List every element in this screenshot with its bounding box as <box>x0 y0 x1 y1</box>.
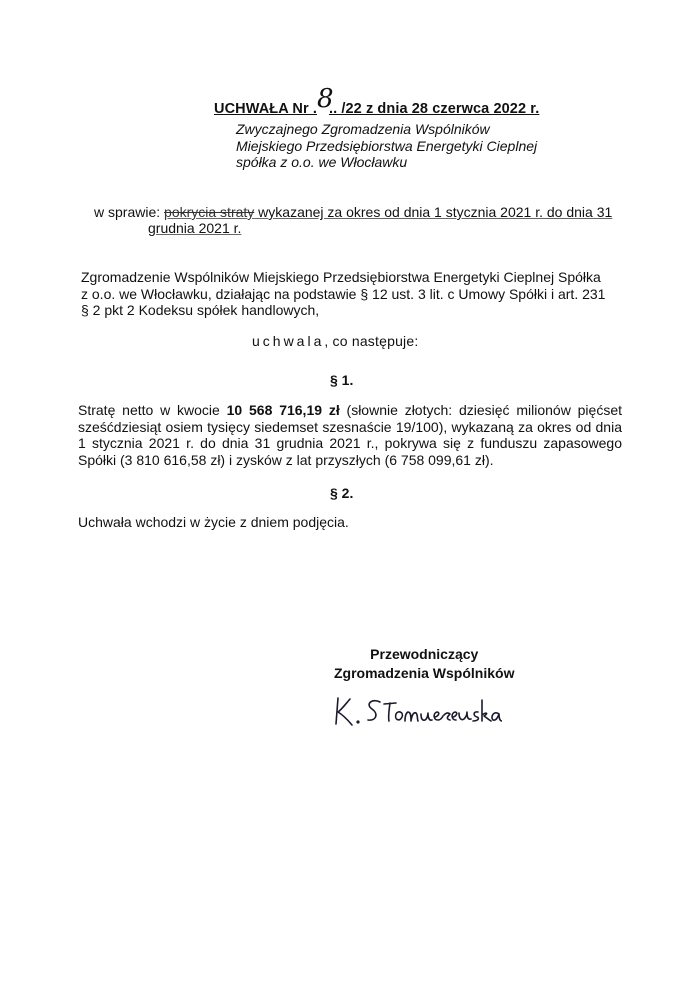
resolves-spaced: uchwala <box>252 333 325 349</box>
chairperson-role: Przewodniczący <box>370 646 479 662</box>
section-1-text <box>78 402 622 468</box>
section-1-text-after: (słownie złotych: dziesięć milionów pięćset sześćdziesiąt osiem tysięcy siedemset szesnaście 19/100), wykazaną za okres od dnia 1 stycznia 2021 r. do dnia 31 grudnia 2021 r., pokrywa się z funduszu zapasowego Spółki (3 810 616,58 zł) i zysków z lat przyszłych (6 758 099,61 zł). <box>78 402 622 468</box>
chairperson-title <box>334 645 514 683</box>
intro-line: § 2 pkt 2 Kodeksu spółek handlowych, <box>81 302 320 318</box>
intro-line: Zgromadzenie Wspólników Miejskiego Przedsiębiorstwa Energetyki Cieplnej Spółka <box>81 269 601 285</box>
subject-underlined-text: wykazanej za okres od dnia 1 stycznia 2021 r. do dnia 31 <box>254 204 613 220</box>
title-prefix: UCHWAŁA Nr . <box>214 101 317 117</box>
section-2-text: Uchwała wchodzi w życie z dniem podjęcia. <box>78 514 349 530</box>
section-1-heading: § 1. <box>330 372 354 388</box>
resolves-phrase <box>252 333 418 349</box>
subject-line <box>94 204 612 220</box>
section-1-text-before: Stratę netto w kwocie <box>78 402 227 418</box>
subject-prefix: w sprawie: <box>94 204 165 220</box>
subject-struck-text: pokrycia straty <box>164 204 255 220</box>
loss-amount: 10 568 716,19 zł <box>226 402 340 418</box>
handwritten-signature <box>332 690 502 730</box>
resolves-rest: , co następuje: <box>324 333 419 349</box>
subtitle-line: spółka z o.o. we Włocławku <box>236 154 408 170</box>
chairperson-body: Zgromadzenia Wspólników <box>334 665 515 681</box>
subject-line2-text: grudnia 2021 r. <box>148 220 242 236</box>
intro-line: z o.o. we Włocławku, działając na podstawie § 12 ust. 3 lit. c Umowy Spółki i art. 231 <box>81 285 606 302</box>
handwritten-resolution-number: 8 <box>316 84 334 114</box>
resolution-title <box>214 84 540 120</box>
subtitle-line: Miejskiego Przedsiębiorstwa Energetyki Cieplnej <box>236 137 538 154</box>
section-2-heading: § 2. <box>330 485 354 501</box>
subtitle-line: Zwyczajnego Zgromadzenia Wspólników <box>236 121 490 137</box>
intro-paragraph <box>81 269 621 319</box>
title-suffix: .. /22 z dnia 28 czerwca 2022 r. <box>328 101 540 117</box>
meeting-subtitle <box>236 121 556 171</box>
subject-line-2 <box>148 220 241 236</box>
